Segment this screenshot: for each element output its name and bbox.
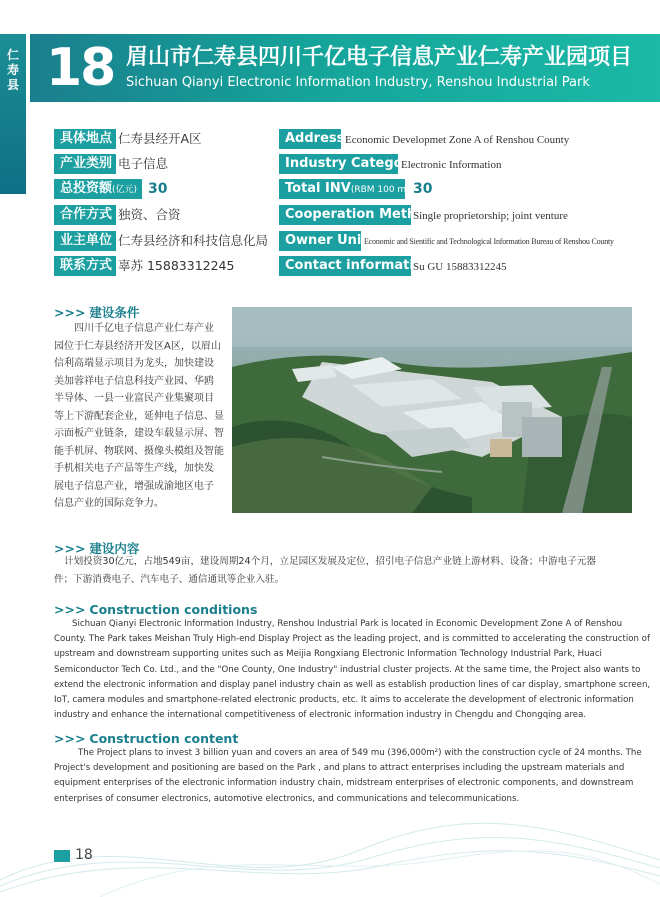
info-cn-value: 独资、合资 (118, 207, 181, 222)
section-heading-en-conditions: >>> Construction conditions (54, 602, 258, 617)
info-en-label: Total INV(RBM 100 mil.) (279, 179, 405, 199)
info-en-label: Contact information (279, 256, 411, 276)
chevrons-icon: >>> (54, 602, 86, 617)
chevrons-icon: >>> (54, 305, 86, 320)
text-line: 计划投资30亿元，占地549亩，建设周期24个月，立足园区发展及定位，招引电子信息产业链上游材料、设备；中游电子元器 (64, 556, 597, 567)
aerial-rendering-image (232, 307, 632, 513)
page-title-en: Sichuan Qianyi Electronic Information Industry, Renshou Industrial Park (126, 75, 590, 90)
section-heading-cn-content: >>> 建设内容 (54, 541, 140, 556)
info-cn-label: 总投资额(亿元) (54, 179, 142, 199)
info-en-value: Su GU 15883312245 (413, 261, 507, 273)
info-en-label: Owner Unit (279, 231, 361, 251)
en-content-text (54, 746, 654, 807)
info-en-value: Economic Developmet Zone A of Renshou County (345, 134, 570, 146)
text-line: 展电子信息产业，增强成渝地区电子 (54, 480, 214, 492)
info-en-value: Electronic Information (401, 159, 502, 171)
text-line: 园位于仁寿县经济开发区A区，以眉山 (54, 340, 221, 352)
text-line: IoT, camera modules and smartphone-related electronic products, etc. It aims to accelerate the development of electronic information (54, 695, 634, 706)
info-cn-label: 合作方式 (54, 205, 116, 225)
info-en-value: Economic and Sientific and Technological Information Bureau of Renshou County (364, 237, 614, 246)
text-line: County. The Park takes Meishan Truly High-end Display Project as the leading project, and is committed to accelerating the construction of (54, 634, 650, 645)
page-title-cn: 眉山市仁寿县四川千亿电子信息产业仁寿产业园项目 (126, 45, 633, 70)
section-heading-en-content: >>> Construction content (54, 731, 239, 746)
text-line: 信息产业的国际竞争力。 (54, 498, 164, 509)
info-cn-value: 辜苏 15883312245 (118, 258, 235, 273)
info-en-label: Cooperation Method (279, 205, 411, 225)
chevrons-icon: >>> (54, 541, 86, 556)
text-line: Semiconductor Tech Co. Ltd., and the "One County, One Industry" industrial cluster projects. At the same time, the Project also wants to (54, 664, 641, 675)
text-line: 半导体、一县一业富民产业集聚项目 (54, 393, 214, 404)
text-line: 件；下游消费电子、汽车电子、通信通讯等企业入驻。 (54, 573, 285, 585)
page-number: 18 (75, 847, 93, 863)
text-line: 信利高端显示项目为龙头，加快建设 (54, 358, 214, 369)
text-line: enterprises of consumer electronics, automotive electronics, and communications and telecommunications. (54, 793, 520, 804)
info-en-value: 30 (413, 181, 433, 197)
info-cn-unit: (亿元) (112, 185, 138, 195)
page-number-marker (54, 850, 70, 862)
info-en-value: Single proprietorship; joint venture (413, 210, 568, 222)
text-line: equipment enterprises of the electronic information industry chain, midstream enterprises of electronic components, and downstream (54, 778, 634, 789)
info-cn-label: 联系方式 (54, 256, 116, 276)
text-line: The Project plans to invest 3 billion yuan and covers an area of 549 mu (396,000m²) with the construction cycle of 24 months. The (78, 748, 642, 758)
text-line: 四川千亿电子信息产业仁寿产业 (74, 323, 214, 334)
section-heading-cn-conditions: >>> 建设条件 (54, 305, 140, 320)
text-line: Project's development and positioning are based on the Park , and plans to attract enterprises including the upstream materials and (54, 763, 625, 774)
info-cn-label: 产业类别 (54, 154, 116, 174)
text-line: upstream and downstream supporting unites such as Meijia Rongxiang Electronic Information Technology Industrial Park, Huaci (54, 649, 602, 660)
cn-conditions-text (54, 320, 226, 513)
info-cn-label: 具体地点 (54, 129, 116, 149)
cn-content-text (54, 553, 644, 588)
text-line: 示面板产业链条，建设车载显示屏、智 (54, 428, 224, 439)
info-cn-value: 仁寿县经济和科技信息化局 (118, 233, 269, 248)
aerial-rendering-svg (232, 307, 632, 513)
chevrons-icon: >>> (54, 731, 86, 746)
info-cn-label: 业主单位 (54, 231, 116, 251)
info-en-unit: (RBM 100 mil.) (350, 185, 418, 195)
info-cn-value: 30 (148, 181, 168, 197)
text-line: Sichuan Qianyi Electronic Information Industry, Renshou Industrial Park is located in Economic Development Zone A of Renshou (72, 619, 623, 629)
text-line: extend the electronic information and display panel industry chain as well as establish production lines of car display, smartphone screen, (54, 679, 651, 690)
en-conditions-text (54, 617, 654, 723)
text-line: 美加蓉祥电子信息科技产业园、华鸥 (54, 375, 214, 387)
text-line: 能手机屏、物联网、摄像头模组及智能 (54, 445, 224, 457)
decorative-waves (0, 800, 660, 897)
side-label: 仁寿县 (6, 48, 19, 92)
text-line: industry and enhance the international competitiveness of electronic information industry in Chengdu and Chongqing area. (54, 710, 587, 721)
text-line: 等上下游配套企业，延伸电子信息、显 (54, 410, 224, 422)
info-en-label: Industry Category (279, 154, 398, 174)
info-cn-value: 电子信息 (118, 156, 169, 171)
project-number: 18 (46, 38, 115, 98)
info-en-label: Address (279, 129, 341, 149)
text-line: 手机相关电子产品等生产线，加快发 (54, 463, 214, 474)
info-cn-value: 仁寿县经开A区 (118, 131, 202, 146)
